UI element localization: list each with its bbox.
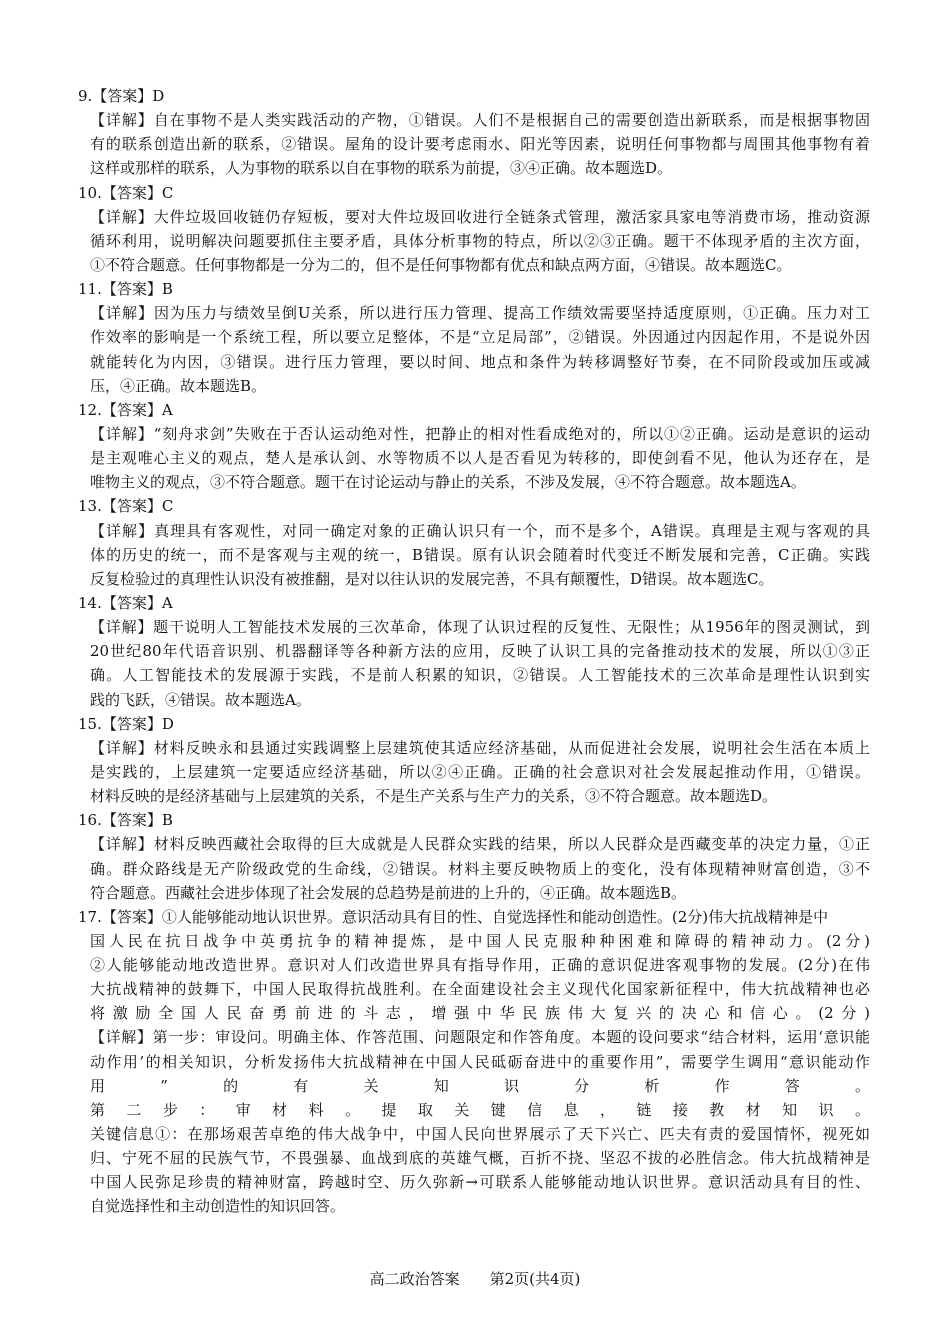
explanation-line: 【详解】真理具有客观性，对同一确定对象的正确认识只有一个，而不是多个，A错误。真理是主观与客观的具 <box>90 521 870 540</box>
explanation-line: 就能转化为内因，③错误。进行压力管理，要以时间、地点和条件为转移调整好节奏，在不同阶段或加压或减 <box>90 352 870 371</box>
explanation-line: 自觉选择性和主动创造性的知识回答。 <box>90 1197 346 1216</box>
explanation-line: 关键信息①：在那场艰苦卓绝的伟大战争中，中国人民向世界展示了天下兴亡、匹夫有责的爱国情怀，视死如 <box>90 1125 870 1144</box>
question-block <box>0 494 950 591</box>
explanation-line: 践的飞跃，④错误。故本题选A。 <box>90 690 311 709</box>
explanation-line: 确。人工智能技术的发展源于实践，不是前人积累的知识，②错误。人工智能技术的三次革命是理性认识到实 <box>90 666 870 685</box>
explanation-line: 【详解】“刻舟求剑”失败在于否认运动绝对性，把静止的相对性看成绝对的，所以①②正确。运动是意识的运动 <box>90 424 870 443</box>
explanation-line: 【详解】大件垃圾回收链仍存短板，要对大件垃圾回收进行全链条式管理，激活家具家电等消费市场，推动资源 <box>90 207 870 226</box>
explanation-line: 有的联系创造出新的联系，②错误。屋角的设计要考虑雨水、阳光等因素，说明任何事物都与周围其他事物有着 <box>90 135 870 154</box>
question-answer-header: 16.【答案】B <box>78 811 173 830</box>
explanation-line: 【详解】题干说明人工智能技术发展的三次革命，体现了认识过程的反复性、无限性；从1956年的图灵测试，到 <box>90 618 870 637</box>
question-block <box>0 181 950 278</box>
footer-page-number: 第2页(共4页) <box>489 1270 581 1288</box>
explanation-line: 【详解】材料反映西藏社会取得的巨大成就是人民群众实践的结果，所以人民群众是西藏变革的决定力量，①正 <box>90 835 870 854</box>
page-footer <box>0 1267 950 1291</box>
question-answer-header: 11.【答案】B <box>78 280 173 299</box>
explanation-line: 确。群众路线是无产阶级政党的生命线，②错误。材料主要反映物质上的变化，没有体现精神财富创造，③不 <box>90 859 870 878</box>
question-block <box>0 277 950 398</box>
explanation-line: 【详解】自在事物不是人类实践活动的产物，①错误。人们不是根据自己的需要创造出新联系，而是根据事物固 <box>90 111 870 130</box>
explanation-line: 是实践的，上层建筑一定要适应经济基础，所以②④正确。正确的社会意识对社会发展起推动作用，①错误。 <box>90 762 870 781</box>
explanation-line: 循环利用，说明解决问题要抓住主要矛盾，具体分析事物的特点，所以②③正确。题干不体现矛盾的主次方面， <box>90 231 870 250</box>
question-answer-header: 17.【答案】①人能够能动地认识世界。意识活动具有目的性、自觉选择性和能动创造性。(2分)伟大抗战精神是中 <box>78 907 829 926</box>
explanation-line: 反复检验过的真理性认识没有被推翻，是对以往认识的发展完善，不具有颠覆性，D错误。故本题选C。 <box>90 569 774 588</box>
explanation-line: 【详解】材料反映永和县通过实践调整上层建筑使其适应经济基础，从而促进社会发展，说明社会生活在本质上 <box>90 738 870 757</box>
explanation-line: 体的历史的统一，而不是客观与主观的统一，B错误。原有认识会随着时代变迁不断发展和完善，C正确。实践 <box>90 545 870 564</box>
answer-content <box>0 84 950 1219</box>
explanation-line: 【详解】第一步：审设问。明确主体、作答范围、问题限定和作答角度。本题的设问要求“结合材料，运用‘意识能 <box>90 1028 870 1047</box>
question-answer-header: 13.【答案】C <box>78 497 174 516</box>
explanation-line: 用”的有关知识分析作答。 <box>90 1076 870 1095</box>
explanation-line: 唯物主义的观点，③不符合题意。题干在讨论运动与静止的关系，不涉及发展，④不符合题意。故本题选A。 <box>90 473 806 492</box>
question-answer-header: 14.【答案】A <box>78 593 173 612</box>
explanation-line: 归、宁死不屈的民族气节，不畏强暴、血战到底的英雄气概，百折不挠、坚忍不拔的必胜信念。伟大抗战精神是 <box>90 1149 870 1168</box>
explanation-line: 作效率的影响是一个系统工程，所以要立足整体，不是“立足局部”，②错误。外因通过内因起作用，不是说外因 <box>90 328 870 347</box>
footer-subject: 高二政治答案 <box>369 1270 460 1288</box>
question-block <box>0 808 950 905</box>
question-block <box>0 905 950 1219</box>
explanation-line: ②人能够能动地改造世界。意识对人们改造世界具有指导作用，正确的意识促进客观事物的发展。(2分)在伟 <box>90 956 870 975</box>
explanation-line: 将激励全国人民奋勇前进的斗志，增强中华民族伟大复兴的决心和信心。(2分) <box>90 1004 870 1023</box>
explanation-line: 大抗战精神的鼓舞下，中国人民取得抗战胜利。在全面建设社会主义现代化国家新征程中，伟大抗战精神也必 <box>90 980 870 999</box>
question-block <box>0 84 950 181</box>
explanation-line: 是主观唯心主义的观点，楚人是承认剑、水等物质不以人是否看见为转移的，即使剑看不见，他认为还存在，是 <box>90 449 870 468</box>
explanation-line: 这样或那样的联系，人为事物的联系以自在事物的联系为前提，③④正确。故本题选D。 <box>90 159 673 178</box>
explanation-line: ①不符合题意。任何事物都是一分为二的，但不是任何事物都有优点和缺点两方面，④错误。故本题选C。 <box>90 255 792 274</box>
explanation-line: 材料反映的是经济基础与上层建筑的关系，不是生产关系与生产力的关系，③不符合题意。故本题选D。 <box>90 787 778 806</box>
explanation-line: 国人民在抗日战争中英勇抗争的精神提炼，是中国人民克服种种困难和障碍的精神动力。(2分) <box>90 931 870 950</box>
question-block <box>0 398 950 495</box>
question-answer-header: 9.【答案】D <box>78 87 165 105</box>
question-block <box>0 712 950 809</box>
question-answer-header: 15.【答案】D <box>78 714 174 733</box>
question-answer-header: 12.【答案】A <box>78 400 173 419</box>
explanation-line: 符合题意。西藏社会进步体现了社会发展的总趋势是前进的上升的，④正确。故本题选B。 <box>90 883 687 902</box>
explanation-line: 第二步：审材料。提取关键信息，链接教材知识。 <box>90 1100 870 1119</box>
explanation-line: 中国人民弥足珍贵的精神财富，跨越时空、历久弥新→可联系人能够能动地认识世界。意识活动具有目的性、 <box>90 1173 870 1192</box>
explanation-line: 压，④正确。故本题选B。 <box>90 376 267 395</box>
question-block <box>0 591 950 712</box>
question-answer-header: 10.【答案】C <box>78 183 174 202</box>
explanation-line: 动作用’的相关知识，分析发扬伟大抗战精神在中国人民砥砺奋进中的重要作用”，需要学生调用“意识能动作 <box>90 1052 870 1071</box>
explanation-line: 【详解】因为压力与绩效呈倒U关系，所以进行压力管理、提高工作绩效需要坚持适度原则，①正确。压力对工 <box>90 304 870 323</box>
explanation-line: 20世纪80年代语音识别、机器翻译等各种新方法的应用，反映了认识工具的完备推动技术的发展，所以①③正 <box>90 642 870 661</box>
